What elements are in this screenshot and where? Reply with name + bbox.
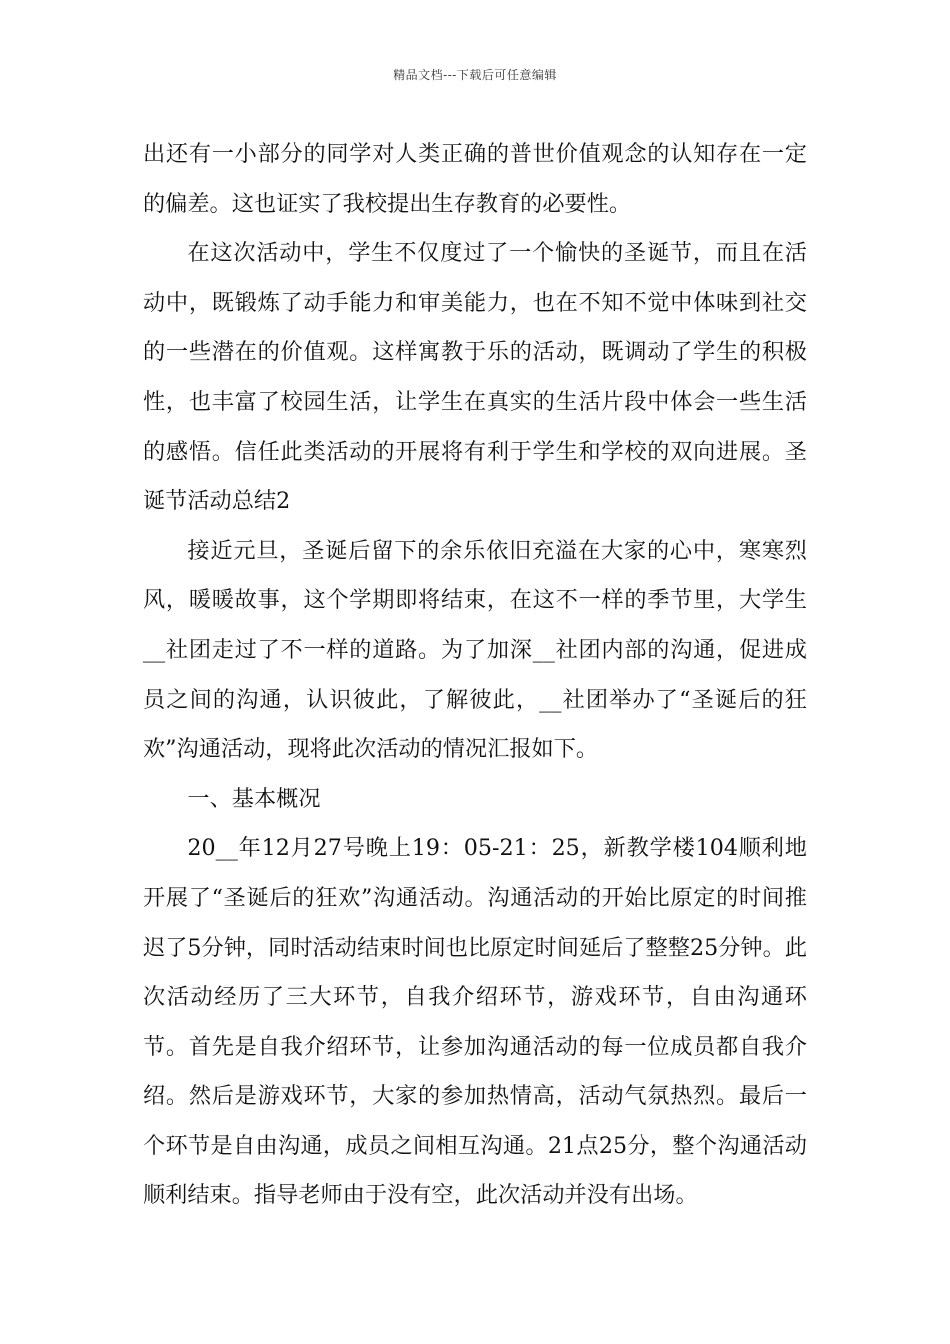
paragraph-activity-summary: 在这次活动中，学生不仅度过了一个愉快的圣诞节，而且在活动中，既锻炼了动手能力和审美能力，也在不知不觉中体味到社交的一些潜在的价值观。这样寓教于乐的活动，既调动了学生的积极性，也丰富了校园生活，让学生在真实的生活片段中体会一些生活的感悟。信任此类活动的开展将有利于学生和学校的双向进展。圣诞节活动总结2 [143,240,807,515]
paragraph-intro: 接近元旦，圣诞后留下的余乐依旧充溢在大家的心中，寒寒烈风，暖暖故事，这个学期即将结束，在这不一样的季节里，大学生__社团走过了不一样的道路。为了加深__社团内部的沟通，促进成员之间的沟通，认识彼此，了解彼此，__社团举办了“圣诞后的狂欢”沟通活动，现将此次活动的情况汇报如下。 [143,537,807,763]
paragraph-overview-details: 20__年12月27号晚上19：05-21：25，新教学楼104顺利地开展了“圣诞后的狂欢”沟通活动。沟通活动的开始比原定的时间推迟了5分钟，同时活动结束时间也比原定时间延后了整整25分钟。此次活动经历了三大环节，自我介绍环节，游戏环节，自由沟通环节。首先是自我介绍环节，让参加沟通活动的每一位成员都自我介绍。然后是游戏环节，大家的参加热情高，活动气氛热烈。最后一个环节是自由沟通，成员之间相互沟通。21点25分，整个沟通活动顺利结束。指导老师由于没有空，此次活动并没有出场。 [143,835,807,1209]
page-header: 精品文档---下载后可任意编辑 [393,68,557,82]
paragraph-continuation: 出还有一小部分的同学对人类正确的普世价值观念的认知存在一定的偏差。这也证实了我校提出生存教育的必要性。 [143,141,807,217]
section-heading-overview: 一、基本概况 [187,785,321,812]
document-body [143,130,807,1221]
